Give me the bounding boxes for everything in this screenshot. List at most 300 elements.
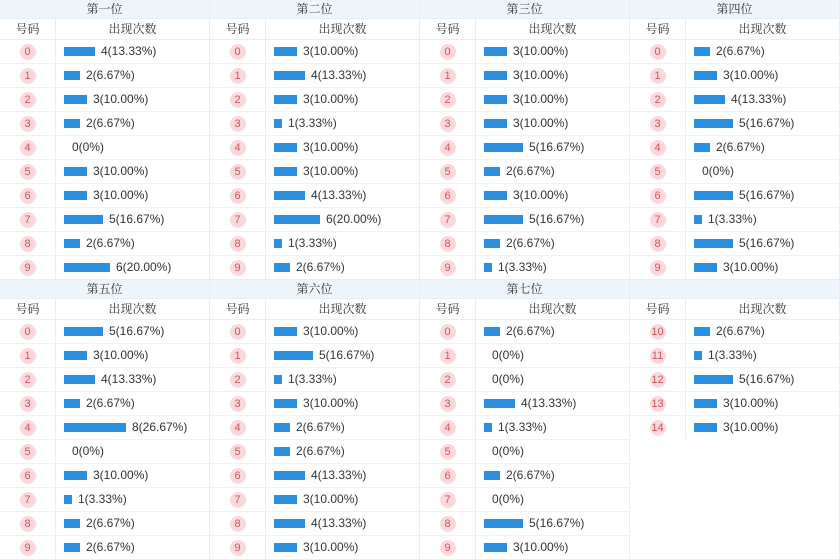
table-row	[210, 344, 419, 368]
header-number: 号码	[420, 299, 476, 319]
table-row	[420, 136, 629, 160]
frequency-bar	[64, 399, 80, 408]
table-row	[0, 368, 209, 392]
frequency-label: 3(10.00%)	[93, 348, 149, 362]
table-row	[420, 536, 629, 559]
table-row	[0, 488, 209, 512]
count-cell	[56, 464, 209, 487]
frequency-label: 2(6.67%)	[506, 324, 555, 338]
number-ball: 4	[20, 420, 36, 436]
count-cell	[476, 416, 629, 439]
number-cell	[0, 256, 56, 279]
table-row	[0, 184, 209, 208]
header-count: 出现次数	[318, 22, 367, 36]
frequency-bar	[484, 47, 507, 56]
table-row	[420, 88, 629, 112]
count-cell	[476, 184, 629, 207]
number-ball: 0	[650, 44, 666, 60]
frequency-bar	[694, 239, 733, 248]
number-ball: 9	[230, 260, 246, 276]
frequency-label: 5(16.67%)	[739, 372, 795, 386]
frequency-bar	[64, 47, 95, 56]
frequency-label: 2(6.67%)	[86, 68, 135, 82]
table-row	[630, 88, 839, 112]
count-cell	[266, 416, 419, 439]
number-ball: 7	[230, 492, 246, 508]
header-count: 出现次数	[318, 302, 367, 316]
table-row	[420, 488, 629, 512]
number-ball: 10	[651, 325, 664, 338]
number-ball: 0	[230, 324, 246, 340]
table-row	[420, 256, 629, 279]
count-cell	[476, 160, 629, 183]
count-cell	[56, 88, 209, 111]
frequency-label: 3(10.00%)	[723, 68, 779, 82]
table-row	[0, 256, 209, 279]
table-row	[420, 464, 629, 488]
frequency-label: 3(10.00%)	[93, 164, 149, 178]
frequency-label: 5(16.67%)	[109, 324, 165, 338]
number-ball: 8	[20, 236, 36, 252]
number-cell	[420, 40, 476, 63]
frequency-label: 2(6.67%)	[86, 516, 135, 530]
count-cell	[686, 208, 839, 231]
count-cell	[56, 136, 209, 159]
number-ball: 9	[440, 540, 456, 556]
panel-title: 第四位	[630, 0, 839, 19]
frequency-bar	[694, 327, 710, 336]
header-count: 出现次数	[108, 302, 157, 316]
frequency-label: 0(0%)	[72, 444, 105, 458]
number-ball: 9	[440, 260, 456, 276]
frequency-label: 3(10.00%)	[93, 92, 149, 106]
frequency-label: 4(13.33%)	[311, 516, 367, 530]
number-cell	[0, 464, 56, 487]
number-cell	[0, 184, 56, 207]
position-panel	[210, 280, 420, 560]
frequency-bar	[64, 495, 72, 504]
count-cell	[56, 392, 209, 415]
table-row	[0, 112, 209, 136]
frequency-bar	[694, 143, 710, 152]
number-cell	[630, 136, 686, 159]
count-cell	[476, 536, 629, 559]
number-cell	[630, 64, 686, 87]
count-cell	[56, 440, 209, 463]
panel-title: 第七位	[420, 280, 629, 299]
number-ball: 4	[230, 140, 246, 156]
table-row	[420, 208, 629, 232]
number-ball: 3	[230, 116, 246, 132]
number-cell	[0, 320, 56, 343]
table-row	[210, 392, 419, 416]
number-cell	[420, 232, 476, 255]
count-cell	[686, 256, 839, 279]
table-row	[210, 320, 419, 344]
number-cell	[630, 160, 686, 183]
count-cell	[56, 40, 209, 63]
number-ball: 4	[230, 420, 246, 436]
table-row	[210, 536, 419, 559]
number-ball: 4	[20, 140, 36, 156]
frequency-bar	[274, 375, 282, 384]
count-cell	[686, 64, 839, 87]
frequency-label: 3(10.00%)	[303, 44, 359, 58]
frequency-label: 1(3.33%)	[288, 372, 337, 386]
count-cell	[686, 88, 839, 111]
frequency-bar	[64, 215, 103, 224]
count-cell	[56, 208, 209, 231]
frequency-label: 2(6.67%)	[716, 140, 765, 154]
table-header	[630, 19, 839, 40]
count-cell	[266, 184, 419, 207]
frequency-bar	[694, 399, 717, 408]
count-cell	[266, 512, 419, 535]
number-ball: 3	[440, 396, 456, 412]
frequency-label: 1(3.33%)	[498, 260, 547, 274]
number-cell	[0, 512, 56, 535]
number-cell	[210, 488, 266, 511]
frequency-label: 1(3.33%)	[78, 492, 127, 506]
number-cell	[210, 344, 266, 367]
number-cell	[0, 208, 56, 231]
frequency-bar	[484, 215, 523, 224]
count-cell	[266, 112, 419, 135]
number-cell	[630, 256, 686, 279]
frequency-bar	[274, 423, 290, 432]
count-cell	[476, 488, 629, 511]
count-cell	[56, 416, 209, 439]
frequency-bar	[64, 327, 103, 336]
number-ball: 1	[230, 68, 246, 84]
count-cell	[686, 232, 839, 255]
table-row	[0, 40, 209, 64]
number-ball: 5	[650, 164, 666, 180]
number-cell	[630, 320, 686, 343]
table-row	[210, 40, 419, 64]
number-cell	[420, 208, 476, 231]
frequency-bar	[274, 519, 305, 528]
position-panel	[420, 0, 630, 280]
frequency-label: 2(6.67%)	[716, 324, 765, 338]
number-cell	[420, 464, 476, 487]
number-cell	[630, 232, 686, 255]
table-row	[0, 232, 209, 256]
number-ball: 5	[230, 164, 246, 180]
number-ball: 11	[650, 348, 666, 364]
number-cell	[0, 416, 56, 439]
table-row	[210, 368, 419, 392]
frequency-label: 4(13.33%)	[101, 372, 157, 386]
table-header	[630, 299, 839, 320]
frequency-label: 5(16.67%)	[739, 116, 795, 130]
number-cell	[0, 232, 56, 255]
table-row	[210, 464, 419, 488]
frequency-bar	[484, 191, 507, 200]
frequency-bar	[274, 471, 305, 480]
header-number: 号码	[0, 19, 56, 39]
position-panel	[630, 0, 840, 280]
number-cell	[630, 416, 686, 439]
header-number: 号码	[630, 19, 686, 39]
count-cell	[56, 184, 209, 207]
frequency-bar	[694, 351, 702, 360]
table-row	[0, 536, 209, 559]
table-row	[0, 208, 209, 232]
number-ball: 7	[440, 492, 456, 508]
number-cell	[0, 488, 56, 511]
header-number: 号码	[210, 19, 266, 39]
frequency-label: 3(10.00%)	[303, 164, 359, 178]
table-row	[630, 112, 839, 136]
frequency-label: 3(10.00%)	[303, 396, 359, 410]
table-row	[420, 64, 629, 88]
number-cell	[630, 208, 686, 231]
number-ball: 5	[20, 164, 36, 180]
number-ball: 13	[651, 397, 664, 410]
frequency-bar	[274, 495, 297, 504]
number-ball: 2	[440, 372, 456, 388]
table-row	[0, 344, 209, 368]
number-ball: 2	[230, 92, 246, 108]
table-row	[630, 368, 839, 392]
frequency-bar	[64, 191, 87, 200]
number-ball: 4	[440, 420, 456, 436]
number-cell	[210, 208, 266, 231]
frequency-bar	[274, 239, 282, 248]
frequency-label: 4(13.33%)	[311, 188, 367, 202]
number-cell	[0, 64, 56, 87]
count-cell	[686, 344, 839, 367]
frequency-bar	[64, 543, 80, 552]
count-cell	[686, 184, 839, 207]
number-cell	[0, 88, 56, 111]
frequency-label: 2(6.67%)	[296, 420, 345, 434]
number-ball: 6	[20, 468, 36, 484]
frequency-label: 5(16.67%)	[529, 212, 585, 226]
count-cell	[266, 464, 419, 487]
table-row	[630, 256, 839, 279]
number-cell	[630, 392, 686, 415]
frequency-bar	[64, 239, 80, 248]
number-cell	[420, 344, 476, 367]
table-row	[210, 232, 419, 256]
number-ball: 1	[440, 68, 456, 84]
frequency-label: 4(13.33%)	[101, 44, 157, 58]
number-cell	[0, 368, 56, 391]
number-ball: 14	[651, 421, 664, 434]
number-ball: 7	[650, 212, 666, 228]
table-row	[630, 392, 839, 416]
table-row	[0, 320, 209, 344]
frequency-bar	[484, 239, 500, 248]
number-cell	[420, 160, 476, 183]
number-cell	[210, 136, 266, 159]
table-row	[0, 440, 209, 464]
frequency-bar	[64, 71, 80, 80]
frequency-label: 2(6.67%)	[506, 236, 555, 250]
number-ball: 5	[230, 444, 246, 460]
frequency-bar	[64, 95, 87, 104]
number-ball: 9	[20, 540, 36, 556]
frequency-bar	[274, 167, 297, 176]
table-row	[420, 344, 629, 368]
count-cell	[266, 88, 419, 111]
table-row	[630, 208, 839, 232]
table-row	[0, 464, 209, 488]
number-ball: 4	[650, 140, 666, 156]
count-cell	[266, 344, 419, 367]
number-cell	[210, 112, 266, 135]
frequency-label: 2(6.67%)	[296, 444, 345, 458]
frequency-label: 3(10.00%)	[303, 324, 359, 338]
frequency-bar	[274, 143, 297, 152]
number-ball: 8	[650, 236, 666, 252]
frequency-label: 3(10.00%)	[723, 260, 779, 274]
frequency-bar	[484, 263, 492, 272]
number-ball: 0	[440, 324, 456, 340]
table-row	[420, 368, 629, 392]
number-ball: 3	[20, 396, 36, 412]
number-ball: 0	[20, 44, 36, 60]
table-row	[420, 40, 629, 64]
frequency-bar	[694, 191, 733, 200]
frequency-label: 3(10.00%)	[93, 188, 149, 202]
frequency-label: 4(13.33%)	[731, 92, 787, 106]
number-cell	[0, 40, 56, 63]
number-ball: 5	[20, 444, 36, 460]
number-ball: 3	[20, 116, 36, 132]
position-panel	[0, 0, 210, 280]
table-row	[210, 64, 419, 88]
count-cell	[56, 368, 209, 391]
number-ball: 5	[440, 164, 456, 180]
table-row	[210, 512, 419, 536]
frequency-bar	[274, 447, 290, 456]
table-header	[420, 19, 629, 40]
number-cell	[420, 392, 476, 415]
number-cell	[210, 88, 266, 111]
number-ball: 0	[230, 44, 246, 60]
frequency-label: 2(6.67%)	[86, 116, 135, 130]
frequency-bar	[64, 519, 80, 528]
frequency-bar	[274, 351, 313, 360]
table-row	[210, 256, 419, 279]
count-cell	[476, 256, 629, 279]
count-cell	[476, 64, 629, 87]
frequency-bar	[64, 471, 87, 480]
frequency-label: 2(6.67%)	[506, 468, 555, 482]
number-ball: 6	[440, 188, 456, 204]
number-ball: 7	[20, 212, 36, 228]
number-cell	[0, 392, 56, 415]
number-cell	[420, 184, 476, 207]
number-cell	[0, 160, 56, 183]
number-ball: 2	[20, 92, 36, 108]
frequency-bar	[484, 399, 515, 408]
frequency-label: 3(10.00%)	[723, 396, 779, 410]
frequency-label: 6(20.00%)	[326, 212, 382, 226]
frequency-bar	[274, 191, 305, 200]
frequency-bar	[484, 143, 523, 152]
number-ball: 7	[20, 492, 36, 508]
frequency-label: 0(0%)	[492, 444, 525, 458]
table-row	[0, 136, 209, 160]
frequency-bar	[274, 263, 290, 272]
frequency-label: 2(6.67%)	[86, 236, 135, 250]
number-cell	[420, 88, 476, 111]
number-ball: 6	[440, 468, 456, 484]
frequency-label: 5(16.67%)	[319, 348, 375, 362]
frequency-label: 0(0%)	[492, 492, 525, 506]
count-cell	[476, 440, 629, 463]
position-panel	[630, 280, 840, 560]
frequency-label: 3(10.00%)	[513, 68, 569, 82]
header-number: 号码	[0, 299, 56, 319]
number-ball: 8	[230, 236, 246, 252]
frequency-label: 5(16.67%)	[739, 236, 795, 250]
table-row	[210, 88, 419, 112]
frequency-bar	[64, 423, 126, 432]
frequency-bar	[694, 263, 717, 272]
count-cell	[476, 208, 629, 231]
number-ball: 1	[20, 348, 36, 364]
frequency-label: 2(6.67%)	[86, 540, 135, 554]
table-row	[420, 232, 629, 256]
count-cell	[266, 320, 419, 343]
frequency-bar	[484, 95, 507, 104]
frequency-bar	[274, 399, 297, 408]
table-row	[630, 136, 839, 160]
count-cell	[56, 160, 209, 183]
count-cell	[266, 40, 419, 63]
table-row	[630, 416, 839, 439]
number-cell	[210, 64, 266, 87]
frequency-label: 2(6.67%)	[716, 44, 765, 58]
frequency-bar	[484, 423, 492, 432]
table-row	[420, 184, 629, 208]
count-cell	[56, 344, 209, 367]
count-cell	[56, 536, 209, 559]
number-cell	[210, 368, 266, 391]
header-number: 号码	[630, 299, 686, 319]
frequency-label: 0(0%)	[702, 164, 735, 178]
table-row	[0, 160, 209, 184]
table-row	[420, 392, 629, 416]
frequency-label: 5(16.67%)	[529, 516, 585, 530]
table-row	[210, 416, 419, 440]
number-cell	[210, 320, 266, 343]
frequency-label: 1(3.33%)	[708, 212, 757, 226]
number-ball: 8	[20, 516, 36, 532]
frequency-bar	[694, 375, 733, 384]
number-ball: 12	[651, 373, 664, 386]
count-cell	[686, 320, 839, 343]
count-cell	[56, 64, 209, 87]
table-row	[420, 440, 629, 464]
table-header	[0, 19, 209, 40]
number-cell	[420, 256, 476, 279]
count-cell	[686, 112, 839, 135]
count-cell	[476, 232, 629, 255]
header-count: 出现次数	[528, 22, 577, 36]
frequency-bar	[274, 543, 297, 552]
table-row	[210, 208, 419, 232]
header-number: 号码	[420, 19, 476, 39]
number-ball: 4	[440, 140, 456, 156]
frequency-label: 3(10.00%)	[303, 492, 359, 506]
frequency-bar	[274, 215, 320, 224]
